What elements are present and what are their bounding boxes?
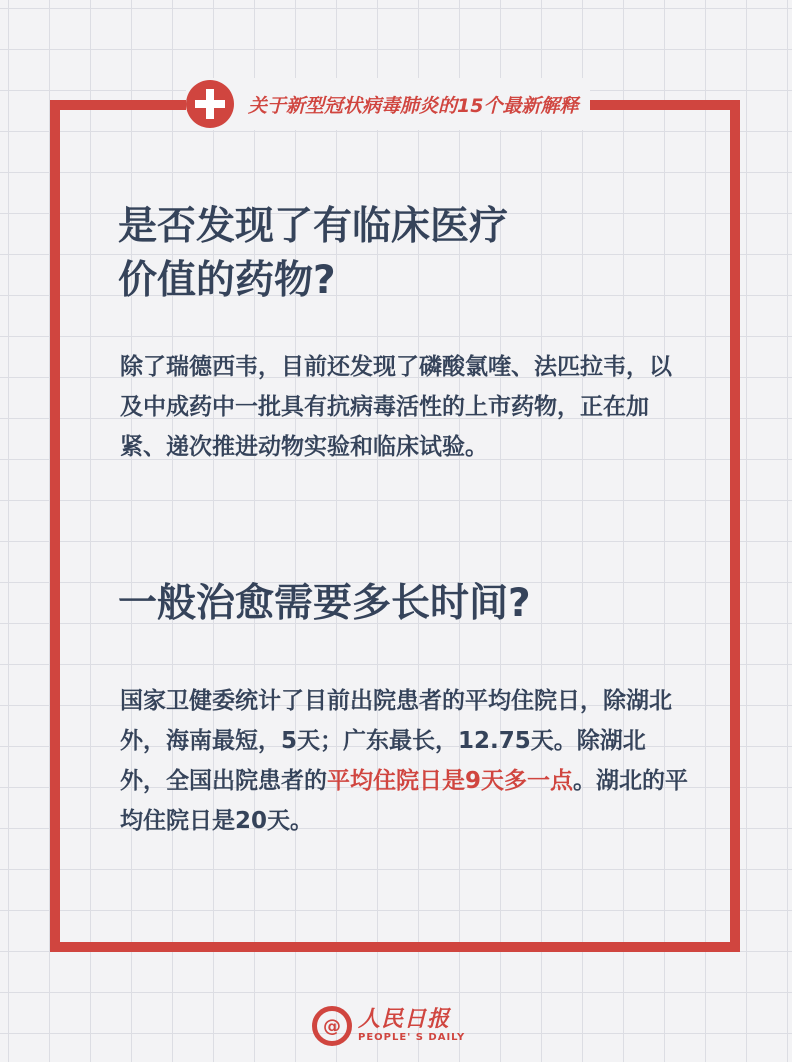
header bbox=[186, 78, 590, 130]
question-1-title bbox=[118, 200, 698, 308]
logo-chinese-name: 人民日报 bbox=[358, 1007, 451, 1032]
question-2-answer bbox=[120, 681, 690, 841]
question-2-answer-part1: 国家卫健委统计了目前出院患者的平均住院日，除湖北外，海南最短，5天；广东最长，12.75天。除湖北外，全国出院患者的 bbox=[120, 688, 672, 794]
logo-english-name: PEOPLE' S DAILY bbox=[358, 1032, 466, 1043]
at-logo-icon: @ bbox=[312, 1006, 352, 1046]
question-2-answer-part2: 。湖北的平均住院日是20天。 bbox=[120, 768, 689, 834]
peoples-daily-logo bbox=[312, 1002, 482, 1050]
logo-text bbox=[358, 1008, 465, 1044]
question-2-title: 一般治愈需要多长时间? bbox=[118, 581, 531, 626]
plus-icon bbox=[186, 80, 234, 128]
header-title: 关于新型冠状病毒肺炎的15个最新解释 bbox=[248, 94, 579, 117]
question-1-title-line2: 价值的药物? bbox=[118, 258, 336, 303]
question-1-answer: 除了瑞德西韦，目前还发现了磷酸氯喹、法匹拉韦，以及中成药中一批具有抗病毒活性的上市药物，正在加紧、递次推进动物实验和临床试验。 bbox=[120, 354, 672, 460]
question-1-title-line1: 是否发现了有临床医疗 bbox=[118, 204, 509, 249]
question-2-answer-highlight: 平均住院日是9天多一点 bbox=[327, 768, 574, 794]
